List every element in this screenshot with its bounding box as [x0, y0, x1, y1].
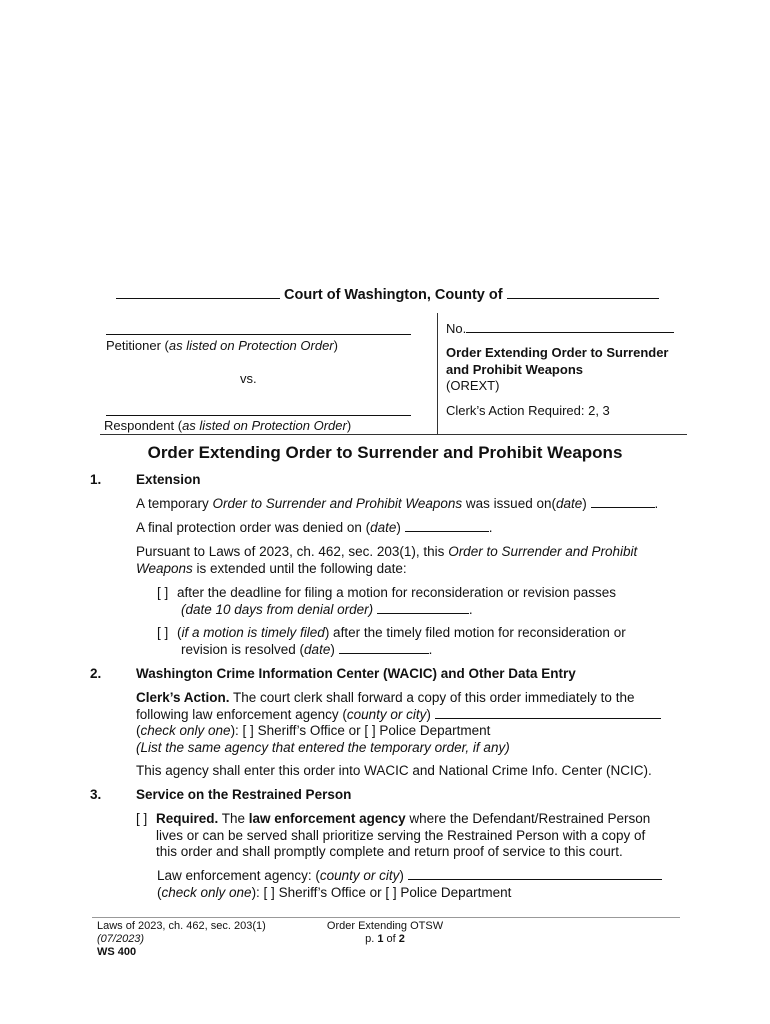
t29: check only one — [140, 723, 231, 738]
t33: The — [218, 811, 249, 826]
denial-date-blank[interactable] — [405, 530, 489, 532]
pursuant-paragraph — [136, 544, 676, 577]
t17: . — [468, 601, 473, 617]
respondent-label-text: Respondent — [104, 418, 175, 433]
clerk-action-paragraph: Clerk’s Action. The court clerk shall forward a copy of this order immediately to the following law enforcement agency (county or city) (check only one): [ ] Sheriff’s Office or [ ] Police Department (List the same agency that entered the temporary order, if any) — [136, 690, 676, 756]
t43: p. — [365, 933, 378, 945]
petitioner-line[interactable] — [106, 333, 411, 335]
option-deadline — [157, 585, 677, 618]
t14: is extended until the following date: — [192, 560, 407, 576]
t21: date — [304, 641, 331, 657]
t13: Weapons — [136, 560, 193, 576]
footer-statute: Laws of 2023, ch. 462, sec. 203(1) — [97, 920, 266, 932]
t22: ) — [330, 641, 335, 657]
t18: if a motion is timely filed — [181, 625, 325, 640]
t27: county or city — [346, 706, 427, 722]
court-header-text: Court of Washington, County of — [284, 287, 503, 303]
case-number — [446, 321, 681, 336]
caption-title — [446, 345, 681, 395]
t23: . — [428, 641, 433, 657]
wacic-entry-paragraph: This agency shall enter this order into WACIC and National Crime Info. Center (NCIC). — [136, 763, 652, 778]
current-page: 1 — [377, 933, 384, 945]
footer-form-number: WS 400 — [97, 946, 137, 958]
t11: Pursuant to Laws of 2023, ch. 462, sec. 203(1), this — [136, 544, 449, 559]
service-required-paragraph — [136, 811, 676, 861]
t31: (List the same agency that entered the temporary order, if any) — [136, 739, 510, 755]
t16: (date 10 days from denial order) — [181, 601, 374, 617]
t7: A final protection order was denied on ( — [136, 520, 371, 535]
t38: Law enforcement agency: ( — [157, 868, 320, 883]
t6: . — [654, 496, 659, 511]
t40: ) — [399, 868, 404, 883]
respondent-label: Respondent (as listed on Protection Order) — [104, 418, 352, 433]
versus-text: vs. — [240, 371, 257, 386]
footer-form-title: Order Extending OTSW — [326, 920, 444, 932]
case-number-label: No. — [446, 321, 467, 336]
t26: following law enforcement agency ( — [136, 706, 347, 722]
agency-blank[interactable] — [435, 717, 661, 719]
final-order-denied-line — [136, 520, 676, 537]
t5: ) — [582, 496, 587, 511]
section-3-number: 3. — [90, 787, 102, 802]
t44: of — [383, 933, 399, 945]
section-1-number: 1. — [90, 472, 102, 487]
option-motion-filed: [ ] (if a motion is timely filed) after the timely filed motion for reconsideration or revision is resolved (date) . — [157, 625, 626, 657]
t32: Required. — [156, 811, 219, 826]
form-code: (OREXT) — [446, 378, 500, 393]
service-required-checkbox[interactable]: [ ] — [136, 811, 148, 826]
t30: ): [ ] Sheriff’s Office or [ ] Police Department — [230, 723, 491, 738]
county-blank[interactable] — [507, 297, 659, 299]
t39: county or city — [319, 868, 400, 883]
option-motion-checkbox[interactable]: [ ] — [157, 625, 169, 640]
service-agency-blank[interactable] — [408, 878, 662, 880]
t3: was issued on( — [462, 496, 556, 511]
t35: where the Defendant/Restrained Person — [405, 811, 651, 826]
caption-title-bold: Order Extending Order to Surrender and Prohibit Weapons — [446, 345, 669, 377]
resolved-date-blank[interactable] — [339, 652, 429, 654]
t25: The court clerk shall forward a copy of this order immediately to the — [229, 690, 635, 705]
t36: lives or can be served shall prioritize serving the Restrained Person with a copy of — [156, 827, 646, 843]
section-2-title: Washington Crime Information Center (WACIC) and Other Data Entry — [136, 666, 576, 681]
caption-rule-right — [437, 434, 687, 435]
page-indicator — [300, 933, 470, 946]
t37: this order and shall promptly complete and return proof of service to this court. — [156, 844, 623, 859]
section-2-number: 2. — [90, 666, 102, 681]
t9: ) — [396, 520, 401, 535]
footer-revision-date: (07/2023) — [97, 933, 145, 945]
t2: Order to Surrender and Prohibit Weapons — [212, 496, 463, 511]
total-pages: 2 — [398, 933, 405, 945]
t4: date — [555, 496, 583, 511]
respondent-note: as listed on Protection Order — [182, 418, 347, 433]
temporary-order-date-blank[interactable] — [591, 506, 655, 508]
t42: ): [ ] Sheriff’s Office or [ ] Police Department — [251, 884, 512, 900]
t34: law enforcement agency — [248, 811, 406, 826]
caption-rule-left — [100, 434, 437, 435]
deadline-date-blank[interactable] — [377, 612, 469, 614]
petitioner-label-text: Petitioner — [106, 338, 161, 353]
footer-center — [300, 920, 470, 946]
temporary-order-line — [136, 496, 676, 513]
t10: . — [488, 520, 493, 535]
court-header — [116, 287, 676, 303]
petitioner-label: Petitioner (as listed on Protection Order) — [106, 338, 338, 353]
section-3-title: Service on the Restrained Person — [136, 787, 352, 802]
petitioner-note: as listed on Protection Order — [168, 338, 334, 353]
t20: revision is resolved ( — [181, 641, 305, 657]
option-deadline-checkbox[interactable]: [ ] — [157, 585, 169, 600]
clerk-action-required: Clerk’s Action Required: 2, 3 — [446, 403, 610, 418]
t24: Clerk’s Action. — [136, 690, 230, 705]
case-number-blank[interactable] — [466, 331, 674, 333]
respondent-line[interactable] — [106, 414, 411, 416]
t19: ) after the timely filed motion for reconsideration or — [324, 625, 626, 640]
t12: Order to Surrender and Prohibit — [448, 544, 638, 559]
t41: check only one — [161, 884, 252, 900]
footer-divider — [92, 917, 680, 918]
law-enforcement-agency-field: Law enforcement agency: (county or city) (check only one): [ ] Sheriff’s Office or [ ] Police Department — [157, 868, 677, 901]
t8: date — [370, 520, 397, 535]
t28: ) — [426, 706, 431, 722]
t1: A temporary — [136, 496, 213, 511]
section-1-title: Extension — [136, 472, 201, 487]
footer-left — [97, 920, 266, 959]
page-title: Order Extending Order to Surrender and Prohibit Weapons — [147, 443, 623, 462]
court-name-blank[interactable] — [116, 297, 280, 299]
t15: after the deadline for filing a motion for reconsideration or revision passes — [177, 585, 616, 600]
